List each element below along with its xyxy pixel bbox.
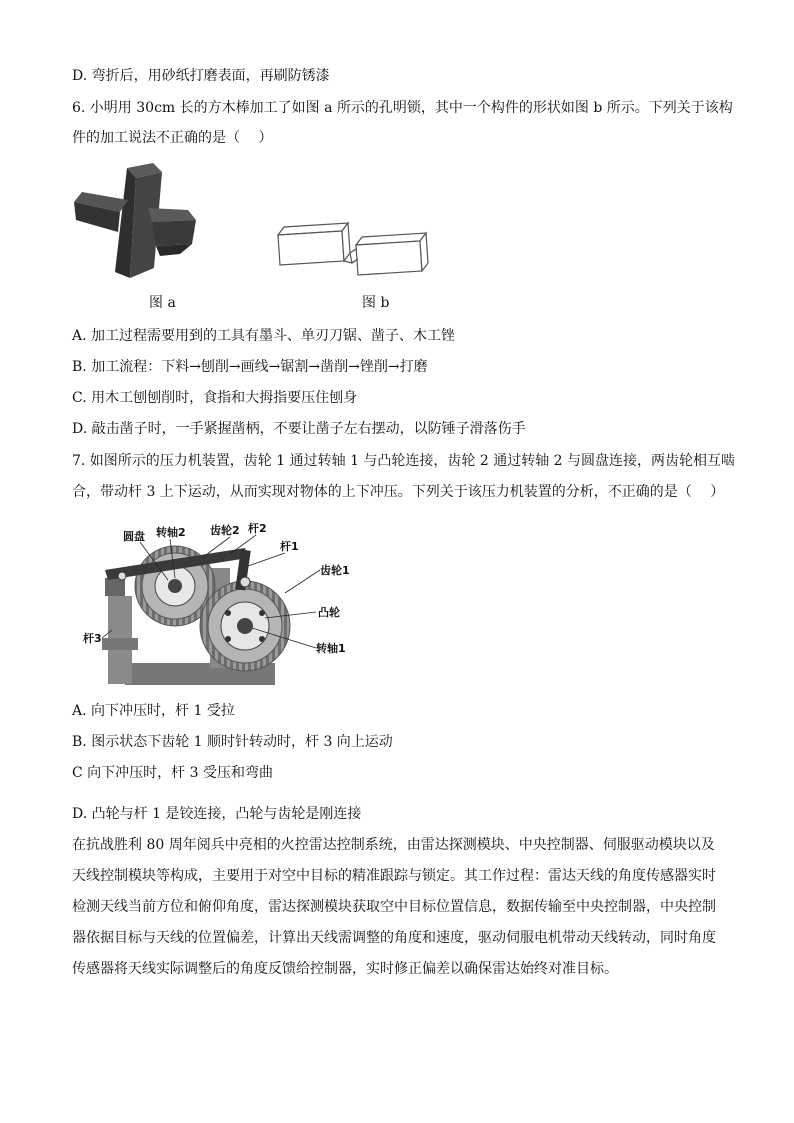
label-rod3: 杆3: [83, 632, 102, 645]
q5-option-d: D. 弯折后，用砂纸打磨表面，再刷防锈漆: [72, 68, 330, 84]
label-gear2: 齿轮2: [210, 524, 240, 537]
q6-option-d: D. 敲击凿子时，一手紧握凿柄，不要让凿子左右摆动，以防锤子滑落伤手: [72, 421, 526, 437]
q6-stem-line2: 件的加工说法不正确的是（ ）: [72, 130, 273, 146]
q6-option-a: A. 加工过程需要用到的工具有墨斗、单刃刀锯、凿子、木工锉: [72, 328, 456, 344]
label-cam: 凸轮: [318, 606, 340, 619]
figure-a-caption: 图 a: [149, 295, 176, 311]
passage-line2: 天线控制模块等构成，主要用于对空中目标的精准跟踪与锁定。其工作过程：雷达天线的角度传感器实时: [72, 868, 716, 884]
q6-option-b: B. 加工流程：下料→刨削→画线→锯割→凿削→锉削→打磨: [72, 359, 428, 375]
label-shaft1: 转轴1: [316, 642, 346, 655]
passage-line1: 在抗战胜利 80 周年阅兵中亮相的火控雷达控制系统，由雷达探测模块、中央控制器、伺服驱动模块以及: [72, 837, 715, 853]
figure-a-kongming-lock: [70, 160, 200, 285]
label-shaft2: 转轴2: [156, 526, 186, 539]
q7-option-a: A. 向下冲压时，杆 1 受拉: [72, 703, 235, 719]
q7-option-b: B. 图示状态下齿轮 1 顺时针转动时，杆 3 向上运动: [72, 734, 393, 750]
passage-line4: 器依据目标与天线的位置偏差，计算出天线需调整的角度和速度，驱动伺服电机带动天线转动，同时角度: [72, 930, 716, 946]
shaft1: [237, 618, 253, 634]
q6-option-c: C. 用木工刨刨削时，食指和大拇指要压住刨身: [72, 390, 358, 406]
label-rod1: 杆1: [280, 540, 299, 553]
press-machine-figure: [80, 518, 370, 693]
label-disk: 圆盘: [123, 530, 145, 543]
q6-stem-line1: 6. 小明用 30cm 长的方木棒加工了如图 a 所示的孔明锁，其中一个构件的形状如图 b 所示。下列关于该构: [72, 100, 733, 116]
label-rod2: 杆2: [248, 522, 267, 535]
label-gear1: 齿轮1: [320, 564, 350, 577]
q7-option-c: C 向下冲压时，杆 3 受压和弯曲: [72, 765, 273, 781]
figure-b-component: [270, 205, 435, 285]
figure-b-caption: 图 b: [362, 295, 390, 311]
q7-stem-line1: 7. 如图所示的压力机装置，齿轮 1 通过转轴 1 与凸轮连接，齿轮 2 通过转轴 2 与圆盘连接，两齿轮相互啮: [72, 453, 736, 469]
q7-option-d: D. 凸轮与杆 1 是铰连接，凸轮与齿轮是刚连接: [72, 806, 362, 822]
passage-line3: 检测天线当前方位和俯仰角度，雷达探测模块获取空中目标位置信息，数据传输至中央控制器，中央控制: [72, 899, 716, 915]
passage-line5: 传感器将天线实际调整后的角度反馈给控制器，实时修正偏差以确保雷达始终对准目标。: [72, 961, 618, 977]
q7-stem-line2: 合，带动杆 3 上下运动，从而实现对物体的上下冲压。下列关于该压力机装置的分析，不正确的是（ ）: [72, 484, 725, 500]
